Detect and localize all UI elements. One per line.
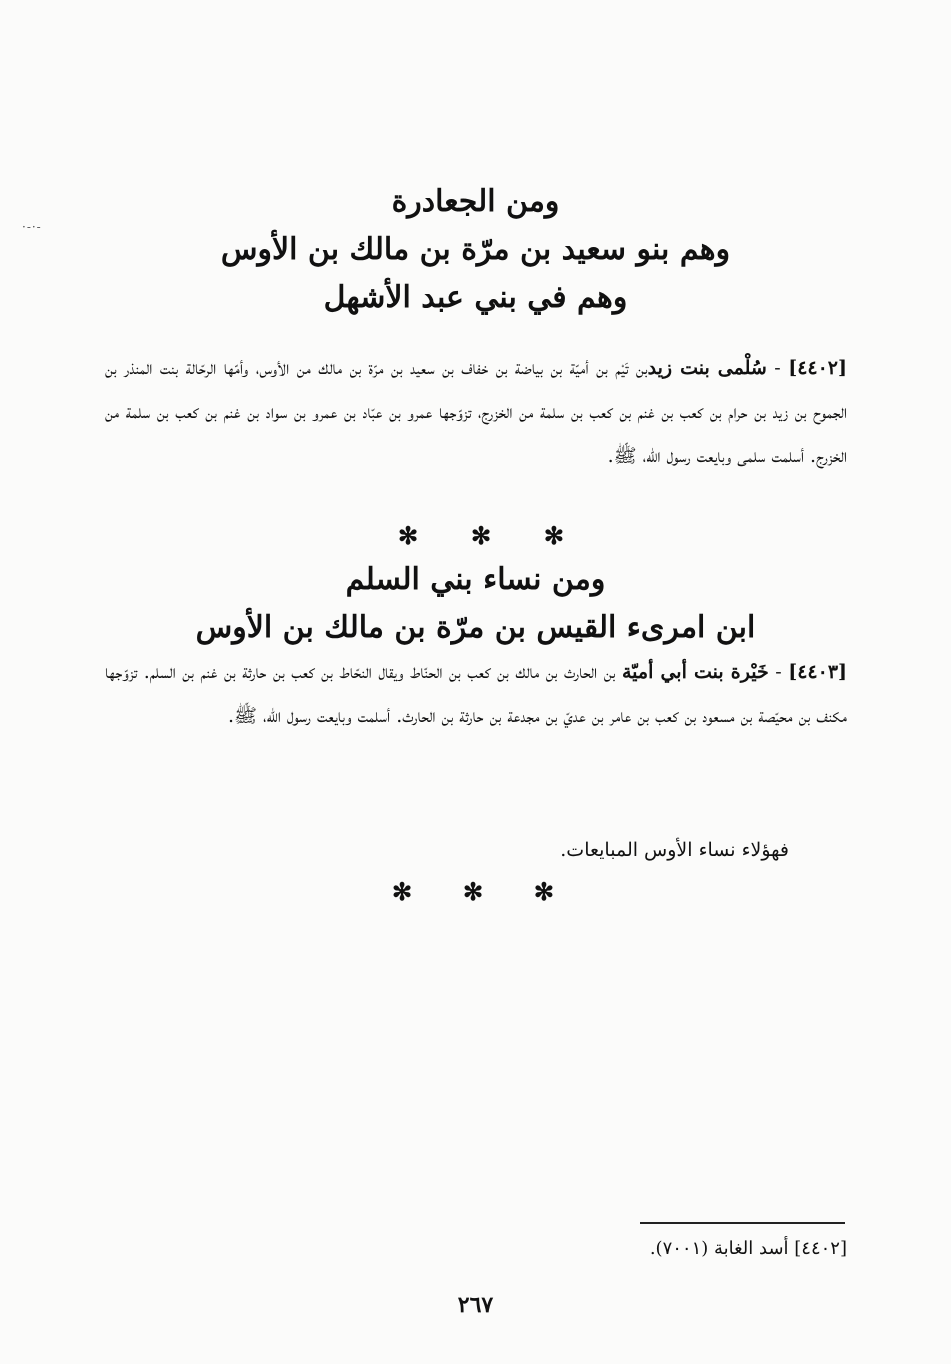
star-icon: ✻ [392,877,413,906]
star-icon: ✻ [470,521,492,550]
star-icon: ✻ [398,521,419,550]
star-separator [398,522,564,550]
entry-4402: [٤٤٠٢] - سُلْمى بنت زيدبن تَيْم بن أميّة بن بياضة بن خفاف بن سعيد بن مرّة بن مالك من الأوس، وأمّها الرحّالة بنت المنذر بن الجموح بن زيد بن حرام بن كعب بن غنم بن كعب بن سلمة من الخزرج، تزوّجها عمرو بن عبّاد بن عمرو بن سواد بن غنم بن كعب بن سلمة من الخزرج. أسلمت سلمى وبايعت رسول الله، ﷺ. [105,357,848,467]
star-icon: ✻ [533,877,554,906]
entry-number: [٤٤٠٢] [788,357,848,379]
entry-name: خَيْرة بنت أبي أميّة [621,661,769,683]
entry-number: [٤٤٠٣] [788,661,848,683]
entry-name: سُلْمى بنت زيد [647,357,767,379]
heading-line: وهم في بني عبد الأشهل [323,280,628,315]
heading-line: وهم بنو سعيد بن مرّة بن مالك بن الأوس [220,232,731,267]
entry-text: بن تَيْم بن أميّة بن بياضة بن خفاف بن سعيد بن مرّة بن مالك من الأوس، وأمّها الرحّالة بنت المنذر بن الجموح بن زيد بن حرام بن كعب بن غنم بن كعب بن سلمة من الخزرج، تزوّجها عمرو بن عبّاد بن عمرو بن سواد بن غنم بن كعب بن سلمة من الخزرج. أسلمت سلمى وبايعت رسول الله، ﷺ. [105,357,847,467]
star-icon: ✻ [543,521,564,550]
star-separator [392,878,554,906]
margin-mark: ·-·- [22,220,42,234]
entry-text: بن الحارث بن مالك بن كعب بن الحنّاط ويقال النحّاط بن كعب بن حارثة بن غنم بن السلم. تزوّجها مكنف بن محيّصة بن مسعود بن كعب بن عامر بن عديّ بن مجدعة بن حارثة بن الحارث. أسلمت وبايعت رسول الله، ﷺ. [105,661,847,727]
heading-line: ومن الجعادرة [391,184,560,219]
page-number: ٢٦٧ [457,1292,494,1318]
closing-line: فهؤلاء نساء الأوس المبايعات. [560,839,789,861]
star-icon: ✻ [462,877,484,906]
section-heading-salam [100,556,851,652]
footnote: [٤٤٠٢] أسد الغابة (٧٠٠١). [649,1238,847,1259]
footnote-rule [640,1222,845,1224]
heading-line: ومن نساء بني السلم [345,562,606,597]
heading-line: ابن امرىء القيس بن مرّة بن مالك بن الأوس [195,610,756,645]
entry-4403: [٤٤٠٣] - خَيْرة بنت أبي أميّة بن الحارث بن مالك بن كعب بن الحنّاط ويقال النحّاط بن كعب بن حارثة بن غنم بن السلم. تزوّجها مكنف بن محيّصة بن مسعود بن كعب بن عامر بن عديّ بن مجدعة بن حارثة بن الحارث. أسلمت وبايعت رسول الله، ﷺ. [105,661,848,727]
section-heading-jaadira [100,178,851,322]
